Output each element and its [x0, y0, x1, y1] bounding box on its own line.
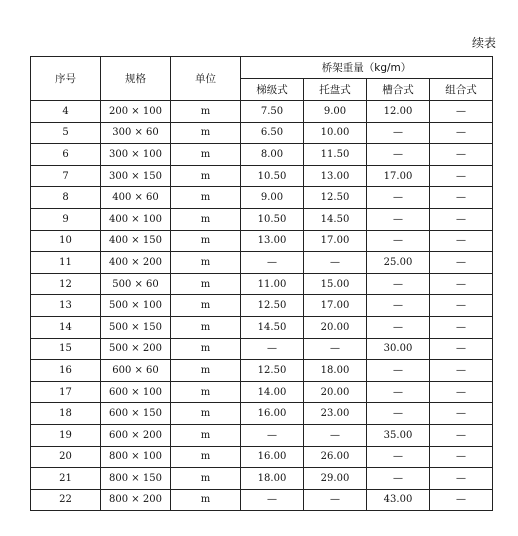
cell-seq: 22	[31, 489, 101, 511]
cell-trough: 17.00	[367, 165, 430, 187]
cell-seq: 5	[31, 122, 101, 144]
cell-unit: m	[171, 338, 241, 360]
cell-unit: m	[171, 381, 241, 403]
cell-seq: 14	[31, 316, 101, 338]
cell-ladder: 8.00	[241, 144, 304, 166]
cell-seq: 11	[31, 252, 101, 274]
cell-ladder: 16.00	[241, 403, 304, 425]
cell-seq: 15	[31, 338, 101, 360]
table-row	[31, 144, 493, 166]
cell-ladder: 11.00	[241, 273, 304, 295]
cell-ladder: —	[241, 489, 304, 511]
cell-spec: 600 × 200	[101, 424, 171, 446]
table-row	[31, 403, 493, 425]
header-type-ladder: 梯级式	[241, 79, 304, 101]
table-row	[31, 273, 493, 295]
cell-combined: —	[430, 252, 493, 274]
cell-combined: —	[430, 208, 493, 230]
cell-seq: 6	[31, 144, 101, 166]
cell-spec: 600 × 100	[101, 381, 171, 403]
cell-seq: 18	[31, 403, 101, 425]
cell-ladder: —	[241, 338, 304, 360]
cell-trough: 25.00	[367, 252, 430, 274]
cell-unit: m	[171, 316, 241, 338]
cell-combined: —	[430, 187, 493, 209]
table-row	[31, 360, 493, 382]
table-row	[31, 122, 493, 144]
cell-tray: 20.00	[304, 381, 367, 403]
cell-tray: 23.00	[304, 403, 367, 425]
cell-trough: —	[367, 468, 430, 490]
cell-seq: 13	[31, 295, 101, 317]
cell-unit: m	[171, 252, 241, 274]
cell-combined: —	[430, 295, 493, 317]
cell-spec: 800 × 200	[101, 489, 171, 511]
cell-unit: m	[171, 101, 241, 123]
cell-unit: m	[171, 144, 241, 166]
cell-ladder: —	[241, 252, 304, 274]
table-row	[31, 101, 493, 123]
cell-ladder: 10.50	[241, 165, 304, 187]
header-seq: 序号	[31, 57, 101, 101]
cell-unit: m	[171, 424, 241, 446]
cell-tray: 29.00	[304, 468, 367, 490]
table-row	[31, 252, 493, 274]
cell-trough: 30.00	[367, 338, 430, 360]
cell-tray: 12.50	[304, 187, 367, 209]
table-row	[31, 381, 493, 403]
cell-combined: —	[430, 446, 493, 468]
table-row	[31, 316, 493, 338]
cell-tray: 13.00	[304, 165, 367, 187]
cell-ladder: 12.50	[241, 295, 304, 317]
cell-trough: —	[367, 403, 430, 425]
cell-spec: 300 × 60	[101, 122, 171, 144]
table-header	[31, 57, 493, 101]
cell-seq: 4	[31, 101, 101, 123]
cell-tray: 14.50	[304, 208, 367, 230]
cell-seq: 12	[31, 273, 101, 295]
cell-combined: —	[430, 338, 493, 360]
cell-combined: —	[430, 489, 493, 511]
cell-ladder: 18.00	[241, 468, 304, 490]
cell-tray: —	[304, 252, 367, 274]
cell-seq: 21	[31, 468, 101, 490]
table-row	[31, 187, 493, 209]
cell-trough: —	[367, 381, 430, 403]
table-row	[31, 338, 493, 360]
cell-unit: m	[171, 295, 241, 317]
cell-ladder: —	[241, 424, 304, 446]
header-weight-group: 桥架重量（kg/m）	[241, 57, 493, 79]
cell-tray: 9.00	[304, 101, 367, 123]
cell-combined: —	[430, 424, 493, 446]
cell-tray: 17.00	[304, 230, 367, 252]
cell-unit: m	[171, 122, 241, 144]
cell-spec: 400 × 150	[101, 230, 171, 252]
cell-trough: —	[367, 316, 430, 338]
table-row	[31, 295, 493, 317]
header-type-trough: 槽合式	[367, 79, 430, 101]
cell-trough: —	[367, 273, 430, 295]
cell-trough: —	[367, 446, 430, 468]
cell-spec: 300 × 150	[101, 165, 171, 187]
cell-tray: 20.00	[304, 316, 367, 338]
cell-combined: —	[430, 122, 493, 144]
cell-tray: 26.00	[304, 446, 367, 468]
cell-combined: —	[430, 230, 493, 252]
cell-tray: 18.00	[304, 360, 367, 382]
cell-spec: 800 × 100	[101, 446, 171, 468]
cell-trough: —	[367, 122, 430, 144]
header-unit: 单位	[171, 57, 241, 101]
cell-seq: 16	[31, 360, 101, 382]
header-spec: 规格	[101, 57, 171, 101]
cell-ladder: 6.50	[241, 122, 304, 144]
table-row	[31, 489, 493, 511]
cell-spec: 400 × 200	[101, 252, 171, 274]
table-row	[31, 165, 493, 187]
cell-ladder: 16.00	[241, 446, 304, 468]
cell-ladder: 14.00	[241, 381, 304, 403]
cell-spec: 500 × 200	[101, 338, 171, 360]
cell-seq: 8	[31, 187, 101, 209]
cell-unit: m	[171, 230, 241, 252]
cell-combined: —	[430, 165, 493, 187]
header-type-tray: 托盘式	[304, 79, 367, 101]
cell-unit: m	[171, 360, 241, 382]
cell-seq: 7	[31, 165, 101, 187]
cell-seq: 10	[31, 230, 101, 252]
cell-ladder: 10.50	[241, 208, 304, 230]
cell-tray: 15.00	[304, 273, 367, 295]
cell-spec: 200 × 100	[101, 101, 171, 123]
cell-seq: 17	[31, 381, 101, 403]
cell-combined: —	[430, 101, 493, 123]
cell-spec: 500 × 100	[101, 295, 171, 317]
cell-seq: 19	[31, 424, 101, 446]
table-row	[31, 446, 493, 468]
cell-tray: 11.50	[304, 144, 367, 166]
cell-combined: —	[430, 273, 493, 295]
cell-seq: 20	[31, 446, 101, 468]
cell-spec: 400 × 100	[101, 208, 171, 230]
cell-trough: —	[367, 187, 430, 209]
cell-combined: —	[430, 316, 493, 338]
cell-unit: m	[171, 165, 241, 187]
cell-spec: 400 × 60	[101, 187, 171, 209]
cell-spec: 500 × 60	[101, 273, 171, 295]
cell-trough: —	[367, 295, 430, 317]
cell-ladder: 14.50	[241, 316, 304, 338]
cell-spec: 300 × 100	[101, 144, 171, 166]
cell-combined: —	[430, 468, 493, 490]
table-row	[31, 468, 493, 490]
table-caption: 续表	[471, 36, 496, 50]
cell-tray: 10.00	[304, 122, 367, 144]
cell-unit: m	[171, 403, 241, 425]
cell-trough: —	[367, 360, 430, 382]
cell-trough: —	[367, 208, 430, 230]
cell-unit: m	[171, 273, 241, 295]
table-body	[31, 101, 493, 511]
cell-trough: —	[367, 144, 430, 166]
table-row	[31, 424, 493, 446]
cell-combined: —	[430, 403, 493, 425]
cell-tray: 17.00	[304, 295, 367, 317]
cell-trough: 43.00	[367, 489, 430, 511]
cell-unit: m	[171, 468, 241, 490]
cell-unit: m	[171, 187, 241, 209]
cell-seq: 9	[31, 208, 101, 230]
cell-tray: —	[304, 338, 367, 360]
cell-spec: 800 × 150	[101, 468, 171, 490]
table-row	[31, 230, 493, 252]
cell-spec: 600 × 150	[101, 403, 171, 425]
cell-tray: —	[304, 424, 367, 446]
cell-spec: 600 × 60	[101, 360, 171, 382]
cell-unit: m	[171, 446, 241, 468]
cell-ladder: 13.00	[241, 230, 304, 252]
cell-trough: 35.00	[367, 424, 430, 446]
cell-combined: —	[430, 381, 493, 403]
cell-ladder: 7.50	[241, 101, 304, 123]
cell-unit: m	[171, 489, 241, 511]
header-type-combined: 组合式	[430, 79, 493, 101]
cell-trough: —	[367, 230, 430, 252]
cell-unit: m	[171, 208, 241, 230]
table-row	[31, 208, 493, 230]
cell-combined: —	[430, 144, 493, 166]
cell-trough: 12.00	[367, 101, 430, 123]
cell-combined: —	[430, 360, 493, 382]
cell-tray: —	[304, 489, 367, 511]
cell-ladder: 12.50	[241, 360, 304, 382]
bridge-weight-table	[30, 56, 493, 511]
cell-spec: 500 × 150	[101, 316, 171, 338]
cell-ladder: 9.00	[241, 187, 304, 209]
